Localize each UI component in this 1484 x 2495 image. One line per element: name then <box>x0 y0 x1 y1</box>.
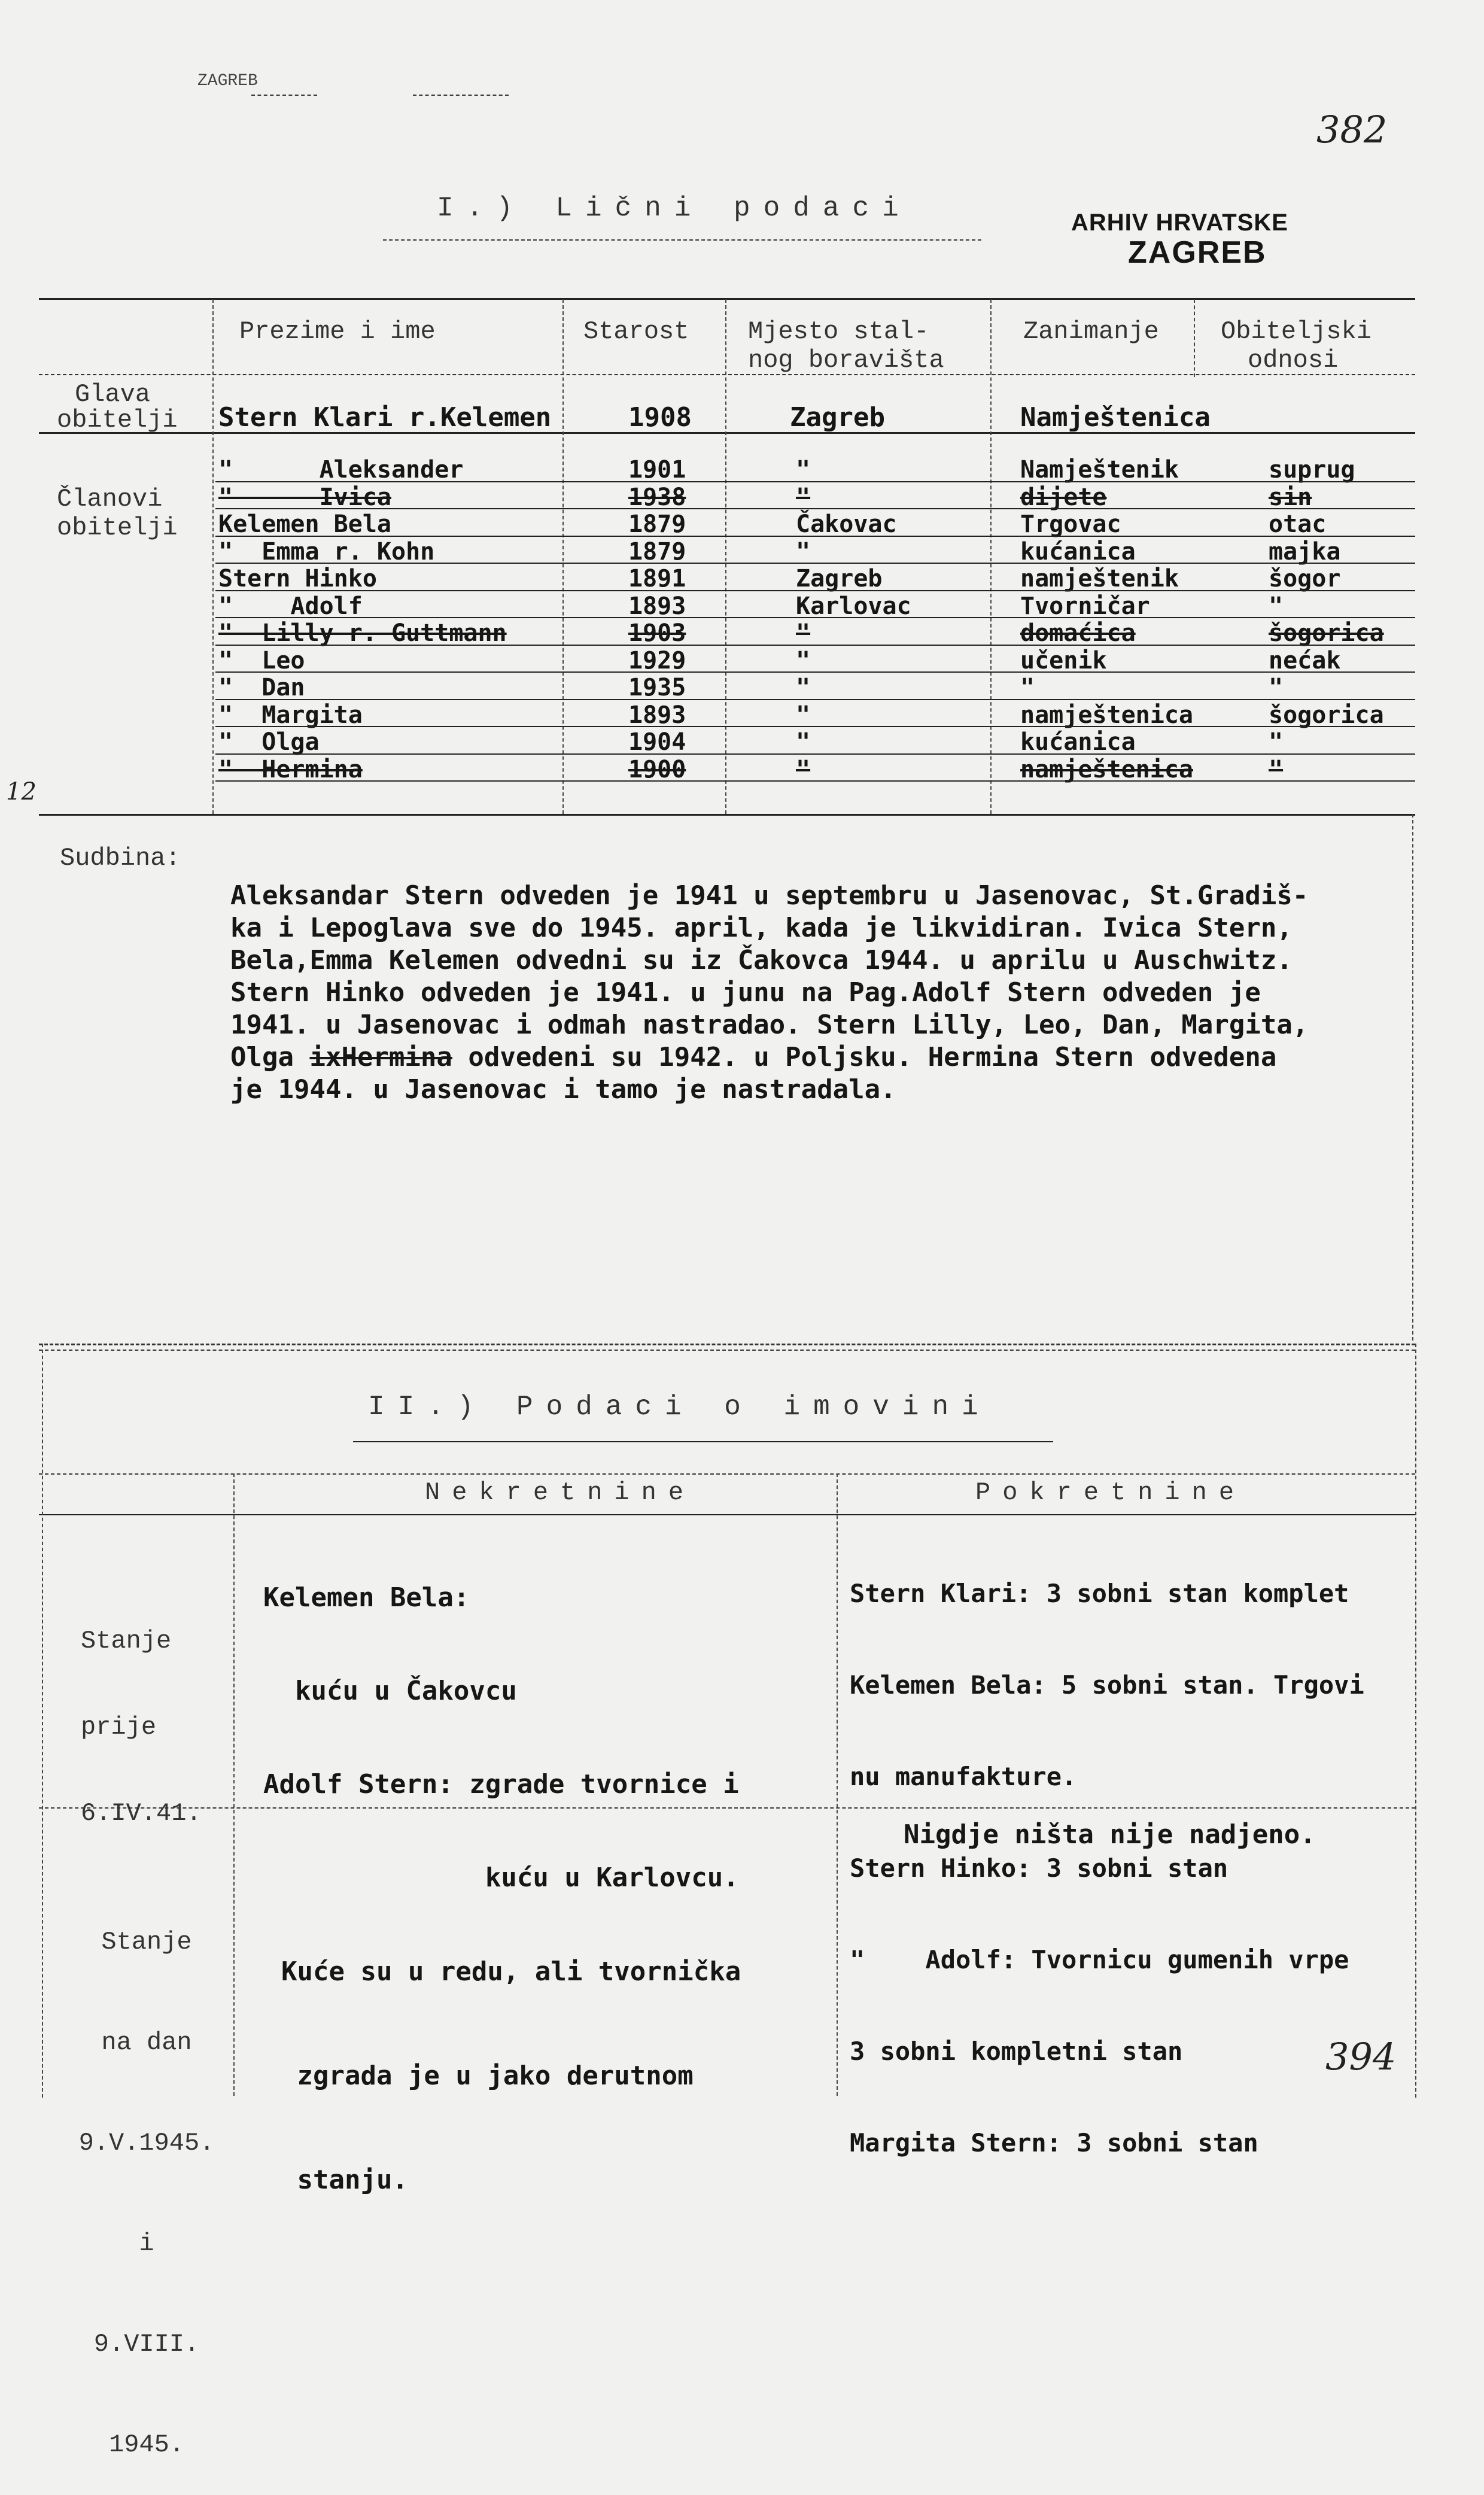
page-number-top: 382 <box>1316 108 1388 151</box>
member-name: " Olga <box>218 728 320 756</box>
before-movable-7: Margita Stern: 3 sobni stan <box>850 2128 1258 2157</box>
member-place: " <box>796 701 811 729</box>
member-place: Čakovac <box>796 510 897 538</box>
section2-top-rule <box>39 1344 1415 1345</box>
header-rule-left <box>251 95 317 96</box>
member-name: " Hermina <box>218 755 363 783</box>
right-border-mid <box>1412 814 1413 1341</box>
before-immovable-4: kuću u Karlovcu. <box>263 1862 739 1893</box>
member-row-rule <box>215 699 1415 700</box>
before-movable-4: Stern Hinko: 3 sobni stan <box>850 1853 1228 1883</box>
member-rel: otac <box>1269 510 1327 538</box>
before-label-3: 6.IV.41. <box>81 1799 202 1828</box>
members-label-1: Članovi <box>57 485 163 513</box>
margin-note: 12 <box>6 778 37 806</box>
table-top-border <box>39 298 1415 300</box>
member-row-rule <box>215 590 1415 591</box>
after-immovable <box>281 1885 741 2232</box>
col-job-header: Zanimanje <box>1023 317 1159 346</box>
before-movable <box>850 1517 1364 2189</box>
member-rel: " <box>1269 592 1284 620</box>
member-rel: sin <box>1269 483 1312 511</box>
before-label-2: prije <box>81 1713 157 1742</box>
member-job: Namještenik <box>1020 456 1179 484</box>
section2-title: II.) Podaci o imovini <box>368 1391 992 1423</box>
member-row-rule <box>215 753 1415 755</box>
member-row-rule <box>215 617 1415 618</box>
after-immovable-3: stanju. <box>281 2165 408 2195</box>
page-number-bottom: 394 <box>1325 2035 1397 2078</box>
member-place: " <box>796 619 811 647</box>
after-immovable-1: Kuće su u redu, ali tvornička <box>281 1956 741 1987</box>
col-divider-4 <box>990 299 992 814</box>
member-rel: šogorica <box>1269 701 1384 729</box>
col-immovable-header: Nekretnine <box>425 1478 696 1507</box>
col-divider-3 <box>725 299 726 814</box>
col-name-header: Prezime i ime <box>239 317 436 346</box>
member-age: 1935 <box>628 674 686 701</box>
member-name: " Adolf <box>218 592 363 620</box>
archive-stamp-line2: ZAGREB <box>1128 235 1267 270</box>
sudbina-line-1: Aleksandar Stern odveden je 1941 u septembru u Jasenovac, St.Gradiš- <box>230 880 1309 911</box>
member-job: namještenica <box>1020 701 1193 729</box>
member-age: 1900 <box>628 755 686 783</box>
after-label-4: i <box>139 2229 154 2258</box>
col-movable-header: Pokretnine <box>975 1478 1246 1507</box>
member-rel: " <box>1269 674 1284 701</box>
member-place: " <box>796 646 811 674</box>
member-age: 1879 <box>628 510 686 538</box>
member-row-rule <box>215 726 1415 727</box>
section2-top-rule-2 <box>39 1350 1415 1351</box>
after-label <box>63 1858 230 2495</box>
sudbina-line-7: je 1944. u Jasenovac i tamo je nastradala. <box>230 1074 896 1105</box>
member-name: " Lilly r. Guttmann <box>218 619 507 647</box>
section1-underline <box>383 239 981 241</box>
head-row-place: Zagreb <box>790 402 885 433</box>
member-name: " Ivica <box>218 483 391 511</box>
col-divider-5 <box>1194 299 1195 377</box>
member-place: " <box>796 483 811 511</box>
member-age: 1903 <box>628 619 686 647</box>
sudbina-line-6-rest: odvedeni su 1942. u Poljsku. Hermina Stern odvedena <box>452 1042 1277 1072</box>
table-header-bottom <box>39 374 1415 375</box>
member-name: " Emma r. Kohn <box>218 537 435 566</box>
member-age: 1893 <box>628 592 686 620</box>
head-label-2: obitelji <box>57 406 178 434</box>
member-age: 1879 <box>628 537 686 566</box>
member-row-rule <box>215 563 1415 564</box>
before-immovable <box>263 1520 739 1925</box>
member-job: učenik <box>1020 646 1107 674</box>
member-job: kućanica <box>1020 728 1136 756</box>
head-row-age: 1908 <box>628 402 692 433</box>
member-row-rule <box>215 508 1415 509</box>
property-header-bottom <box>39 1514 1415 1515</box>
after-label-6: 1945. <box>108 2430 185 2459</box>
col-residence-header-1: Mjesto stal- <box>748 317 929 346</box>
sudbina-struck-word: ixHermina <box>309 1042 452 1072</box>
member-place: Zagreb <box>796 565 883 592</box>
property-col-divider-2 <box>837 1473 838 2096</box>
property-col-divider-1 <box>233 1473 235 2096</box>
member-age: 1904 <box>628 728 686 756</box>
institution-small: ZAGREB <box>197 72 258 90</box>
col-age-header: Starost <box>583 317 689 346</box>
sudbina-line-3: Bela,Emma Kelemen odvedni su iz Čakovca 1944. u aprilu u Auschwitz. <box>230 945 1293 975</box>
member-name: Stern Hinko <box>218 565 377 592</box>
sudbina-label: Sudbina: <box>60 844 181 873</box>
member-name: Kelemen Bela <box>218 510 391 538</box>
institution-header <box>197 72 670 90</box>
head-label-1: Glava <box>75 380 151 409</box>
member-job: Trgovac <box>1020 510 1121 538</box>
member-name: " Dan <box>218 674 305 701</box>
col-family-header-2: odnosi <box>1248 346 1339 375</box>
before-movable-2: Kelemen Bela: 5 sobni stan. Trgovi <box>850 1670 1364 1700</box>
member-name: " Aleksander <box>218 456 464 484</box>
before-immovable-2: kuću u Čakovcu <box>263 1676 517 1706</box>
member-rel: " <box>1269 755 1284 783</box>
before-movable-1: Stern Klari: 3 sobni stan komplet <box>850 1579 1349 1608</box>
member-row-rule <box>215 780 1415 782</box>
table-bottom-border <box>39 814 1415 816</box>
before-immovable-1: Kelemen Bela: <box>263 1582 470 1613</box>
member-rel: šogor <box>1269 565 1341 592</box>
property-left-border <box>42 1344 43 2098</box>
member-place: " <box>796 728 811 756</box>
member-job: namještenica <box>1020 755 1193 783</box>
section1-title: I.) Lični podaci <box>437 193 912 224</box>
member-age: 1938 <box>628 483 686 511</box>
after-label-1: Stanje <box>101 1928 192 1956</box>
sudbina-line-6 <box>230 1041 1308 1074</box>
member-rel: majka <box>1269 537 1341 566</box>
col-family-header-1: Obiteljski <box>1221 317 1372 346</box>
header-rule-right <box>413 95 509 96</box>
member-row-rule <box>215 671 1415 673</box>
member-job: " <box>1020 674 1035 701</box>
member-rel: suprug <box>1269 456 1355 484</box>
head-row-name: Stern Klari r.Kelemen <box>218 402 552 433</box>
sudbina-text <box>230 880 1308 1106</box>
after-immovable-2: zgrada je u jako derutnom <box>281 2061 694 2091</box>
col-divider-1 <box>212 299 214 814</box>
member-row-rule <box>215 645 1415 646</box>
after-movable: Nigdje ništa nije nadjeno. <box>904 1819 1316 1850</box>
sudbina-line-4: Stern Hinko odveden je 1941. u junu na Pag.Adolf Stern odveden je <box>230 977 1261 1008</box>
after-label-3: 9.V.1945. <box>78 2129 215 2157</box>
member-rel: nećak <box>1269 646 1341 674</box>
member-name: " Leo <box>218 646 305 674</box>
member-job: kućanica <box>1020 537 1136 566</box>
member-job: namještenik <box>1020 565 1179 592</box>
members-label-2: obitelji <box>57 513 178 542</box>
property-right-border <box>1415 1344 1416 2098</box>
member-place: " <box>796 537 811 566</box>
before-movable-3: nu manufakture. <box>850 1762 1077 1791</box>
member-place: Karlovac <box>796 592 911 620</box>
before-movable-6: 3 sobni kompletni stan <box>850 2037 1183 2066</box>
member-name: " Margita <box>218 701 363 729</box>
after-label-2: na dan <box>101 2028 192 2057</box>
before-immovable-3: Adolf Stern: zgrade tvornice i <box>263 1769 739 1800</box>
member-job: Tvorničar <box>1020 592 1150 620</box>
member-row-rule <box>215 481 1415 482</box>
member-rel: šogorica <box>1269 619 1384 647</box>
member-age: 1891 <box>628 565 686 592</box>
member-place: " <box>796 456 811 484</box>
sudbina-line-5: 1941. u Jasenovac i odmah nastradao. Stern Lilly, Leo, Dan, Margita, <box>230 1010 1309 1040</box>
col-divider-2 <box>562 299 564 814</box>
section2-underline <box>353 1441 1053 1442</box>
archive-stamp-line1: ARHIV HRVATSKE <box>1071 209 1288 236</box>
before-label-1: Stanje <box>81 1627 172 1655</box>
property-table-top <box>39 1473 1415 1475</box>
member-rel: " <box>1269 728 1284 756</box>
sudbina-line-6-start: Olga <box>230 1042 294 1072</box>
col-residence-header-2: nog boravišta <box>748 346 944 375</box>
head-row-job: Namještenica <box>1020 402 1211 433</box>
before-label <box>81 1569 202 1856</box>
member-job: dijete <box>1020 483 1107 511</box>
member-place: " <box>796 755 811 783</box>
member-age: 1929 <box>628 646 686 674</box>
member-age: 1901 <box>628 456 686 484</box>
after-label-5: 9.VIII. <box>93 2330 200 2359</box>
member-age: 1893 <box>628 701 686 729</box>
member-row-rule <box>215 536 1415 537</box>
sudbina-line-2: ka i Lepoglava sve do 1945. april, kada je likvidiran. Ivica Stern, <box>230 913 1293 943</box>
member-place: " <box>796 674 811 701</box>
before-movable-5: " Adolf: Tvornicu gumenih vrpe <box>850 1945 1349 1974</box>
member-job: domaćica <box>1020 619 1136 647</box>
